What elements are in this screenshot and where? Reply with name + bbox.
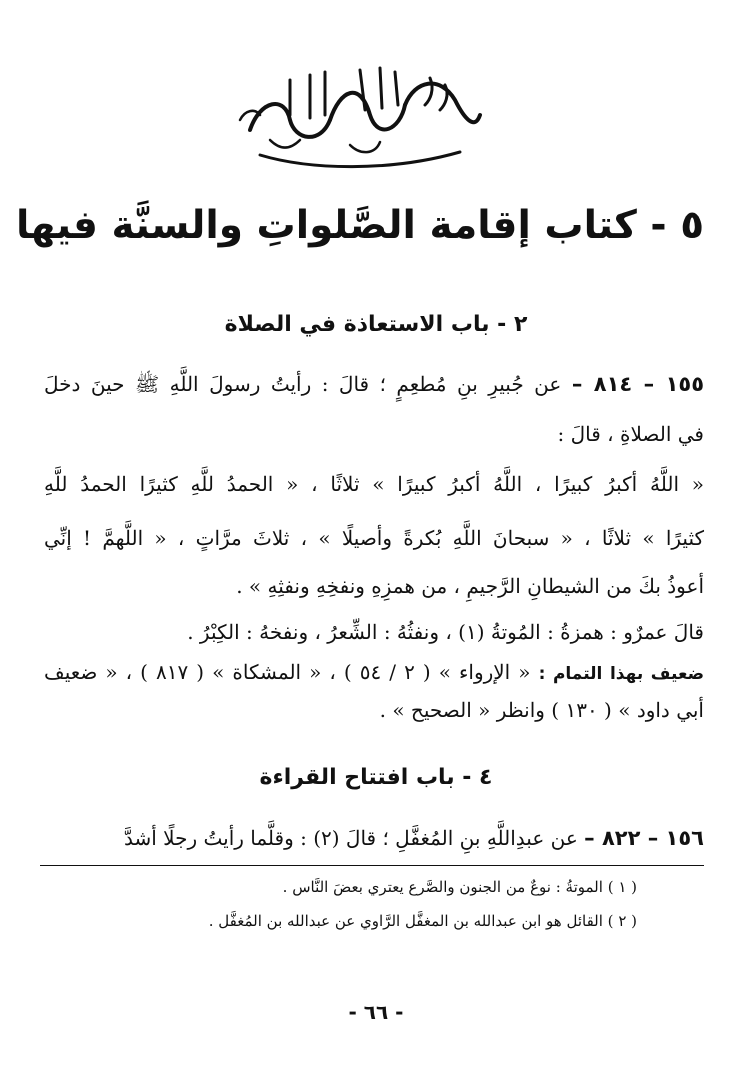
hadith-156-text-1: عن عبدِاللَّهِ بنِ المُغفَّلِ ؛ قالَ (٢) : وقلَّما رأيتُ رجلًا أشدَّ	[124, 826, 578, 850]
chapter-heading: ٢ - باب الاستعاذة في الصلاة	[224, 312, 528, 337]
hadith-155-text-7: « الإرواء » ( ٢ / ٥٤ ) ، « المشكاة » ( ٨١٧ ) ، « ضعيف	[44, 660, 531, 684]
hadith-155-text-1: عن جُبيرِ بنِ مُطعِمٍ ؛ قالَ : رأيتُ رسولَ اللَّهِ ﷺ حينَ دخلَ	[44, 372, 562, 396]
footnote-2: ( ٢ ) القائل هو ابن عبدالله بن المغفَّل الرَّاوي عن عبدالله بن المُغفَّل .	[208, 912, 637, 930]
footnote-divider	[40, 865, 704, 866]
book-title: ٥ - كتاب إقامة الصَّلواتِ والسنَّة فيها	[16, 203, 704, 248]
hadith-156-line-1	[44, 826, 704, 850]
chapter-heading: ٤ - باب افتتاح القراءة	[259, 765, 493, 790]
basmala-calligraphy-graphic	[230, 60, 490, 180]
hadith-155-line-6: قالَ عمرٌو : همزةُ : المُوتةُ (١) ، ونفثُهُ : الشِّعرُ ، ونفخهُ : الكِبْرُ .	[187, 620, 704, 644]
hadith-155-line-1	[44, 372, 704, 401]
hadith-156-number: ١٥٦ – ٨٢٢ –	[584, 826, 704, 850]
hadith-155-line-4: كثيرًا » ثلاثًا ، « سبحانَ اللَّهِ بُكرةً وأصيلًا » ، ثلاثَ مرَّاتٍ ، « اللَّهمَّ ! إنِّي	[44, 526, 704, 550]
hadith-155-line-8: أبي داود » ( ١٣٠ ) وانظر « الصحيح » .	[379, 698, 704, 722]
basmala-calligraphy	[230, 60, 490, 180]
hadith-155-line-2: في الصلاةِ ، قالَ :	[557, 422, 704, 446]
grade-label: ضعيف بهذا التمام :	[538, 664, 705, 684]
hadith-155-line-7	[44, 660, 704, 684]
hadith-155-line-3: « اللَّهُ أكبرُ كبيرًا ، اللَّهُ أكبرُ كبيرًا » ثلاثًا ، « الحمدُ للَّهِ كثيرًا الحمدُ للَّهِ	[44, 472, 704, 496]
hadith-155-line-5: أعوذُ بكَ من الشيطانِ الرَّجيمِ ، من همزِهِ ونفخِهِ ونفثِهِ » .	[236, 574, 704, 598]
footnote-1: ( ١ ) الموتةُ : نوعٌ من الجنون والصَّرع يعتري بعضَ النَّاس .	[282, 878, 637, 896]
page-number: - ٦٦ -	[348, 1000, 404, 1024]
hadith-155-number: ١٥٥ – ٨١٤ –	[571, 372, 705, 396]
